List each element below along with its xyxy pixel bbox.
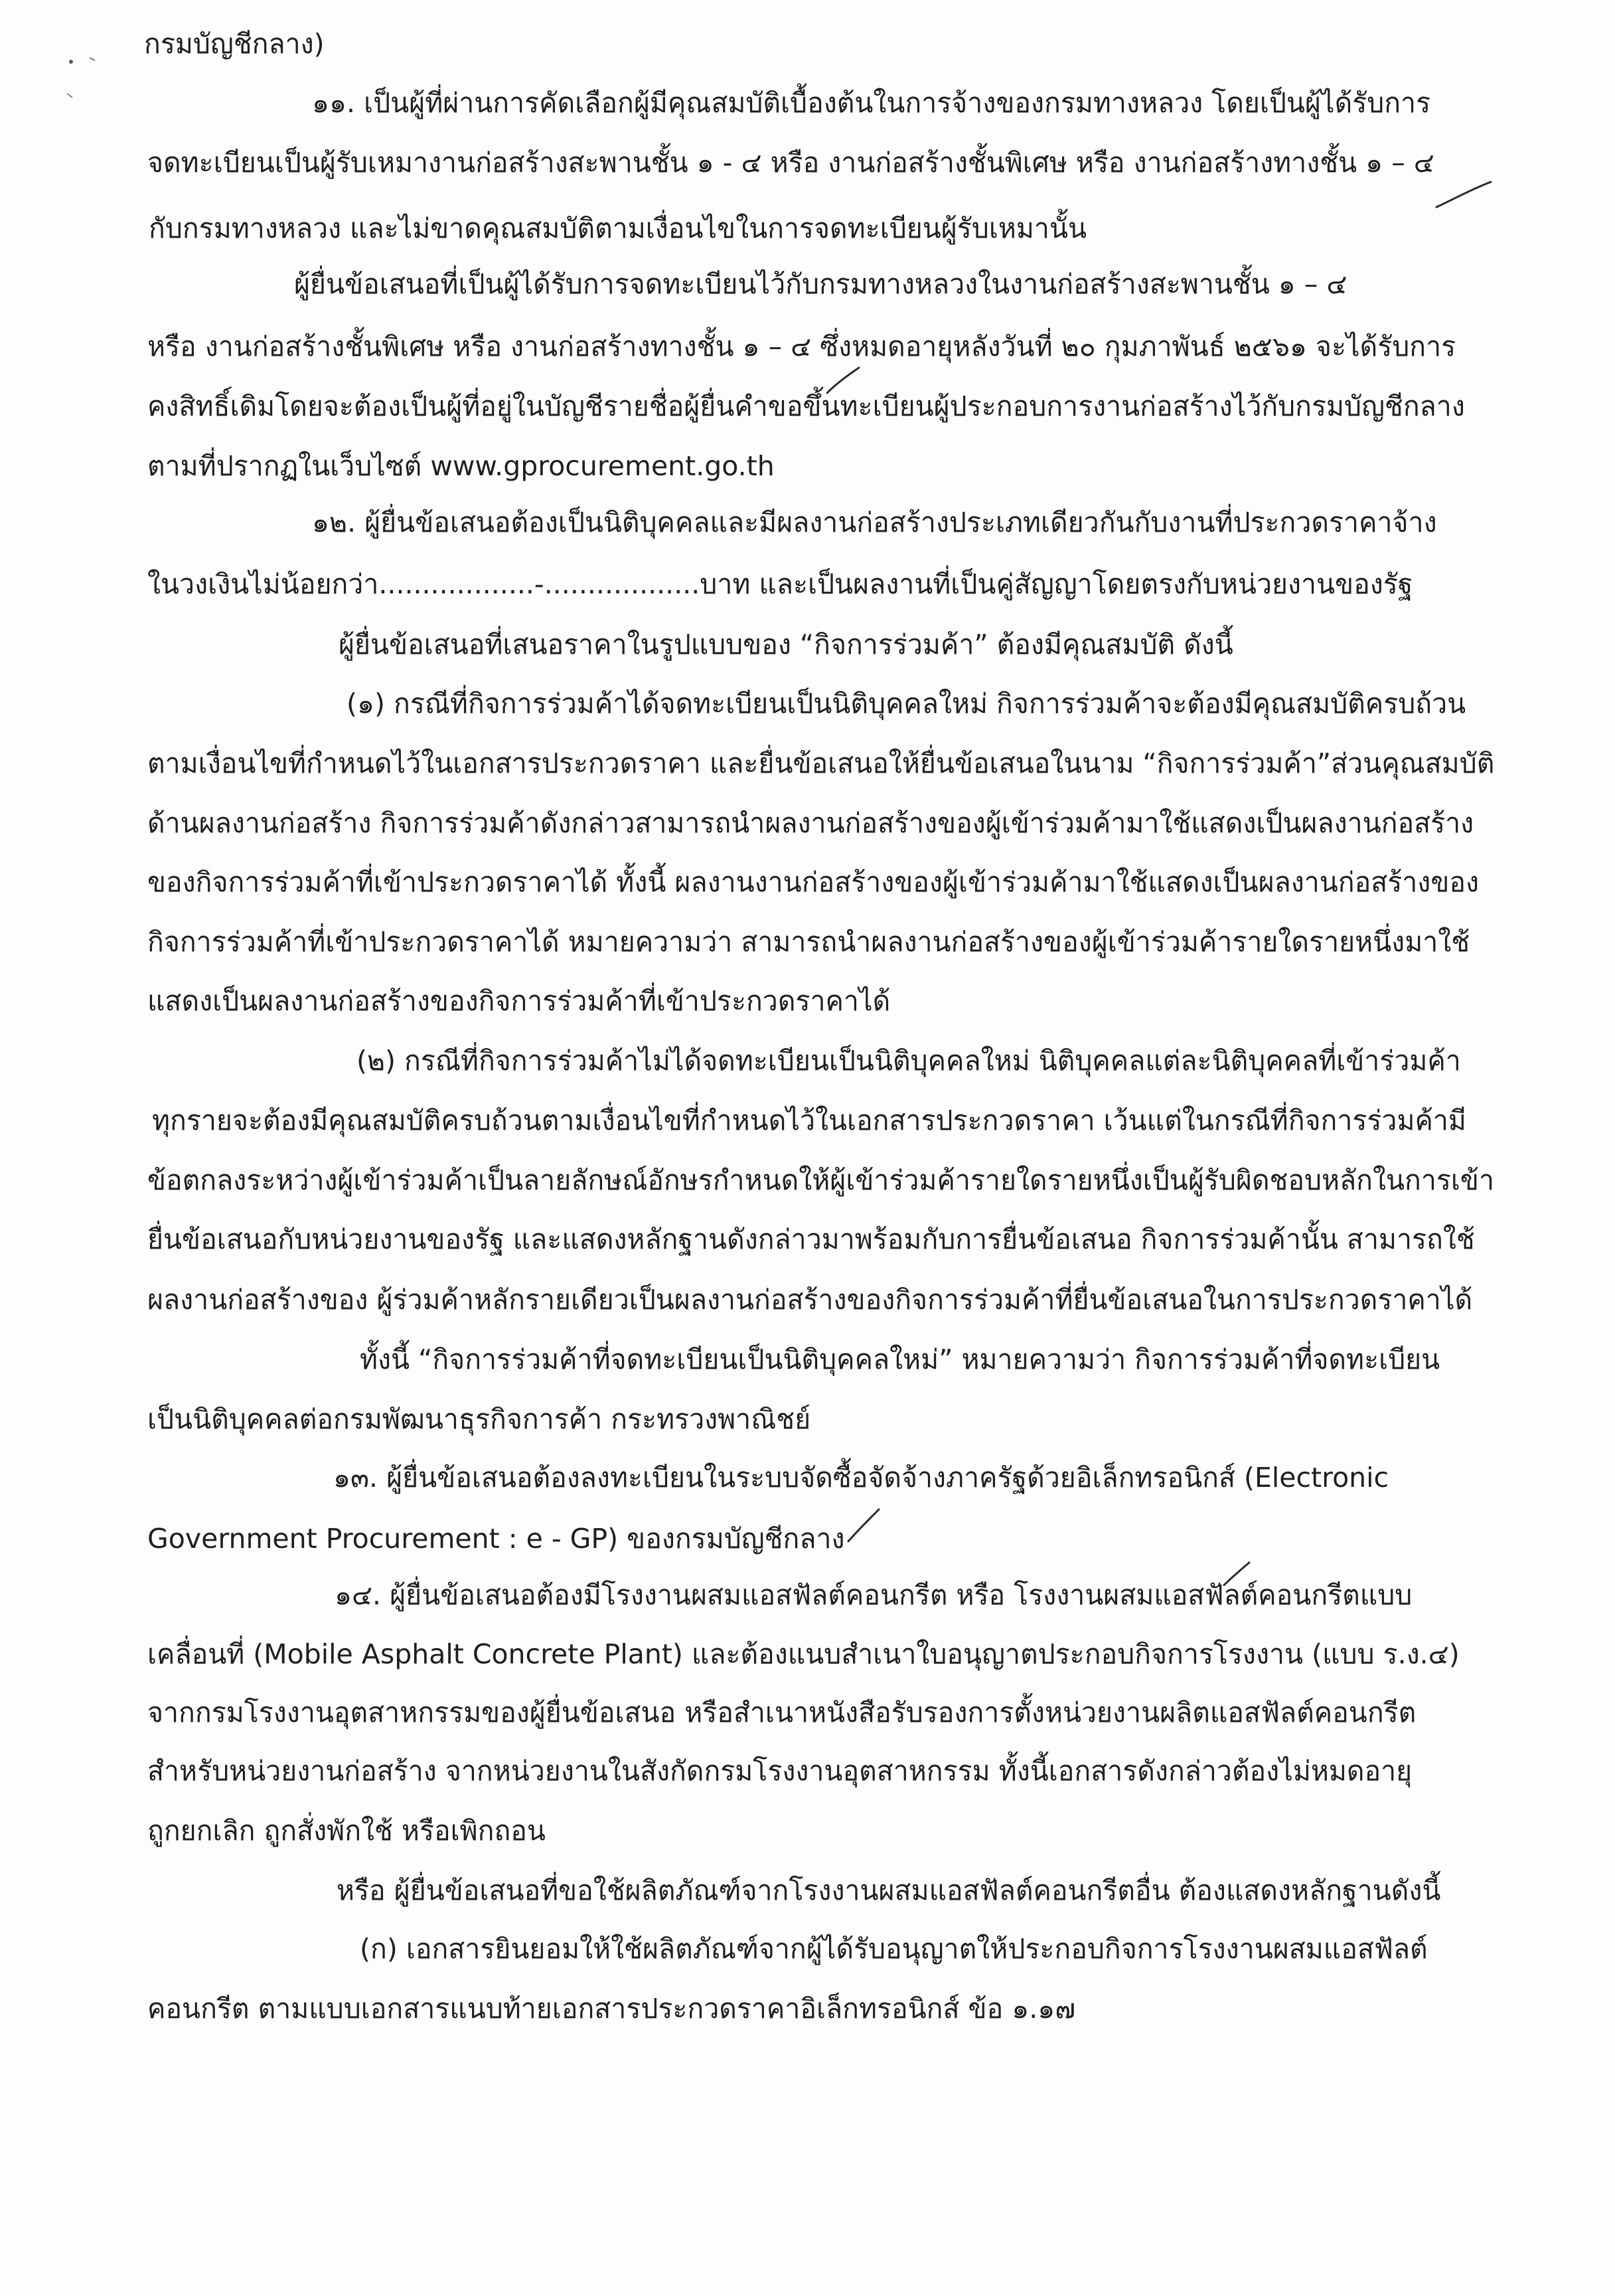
text-line-2: ๑๑. เป็นผู้ที่ผ่านการคัดเลือกผู้มีคุณสมบัติเบื้องต้นในการจ้างของกรมทางหลวง โดยเป็นผู้ได้รับการ	[312, 87, 1431, 119]
text-line-31: ถูกยกเลิก ถูกสั่งพักใช้ หรือเพิกถอน	[147, 1815, 546, 1847]
text-line-28: เคลื่อนที่ (Mobile Asphalt Concrete Plant) และต้องแนบสำเนาใบอนุญาตประกอบกิจการโรงงาน (แบบ ร.ง.๔)	[147, 1638, 1460, 1670]
handwritten-tick-mark	[843, 1505, 883, 1545]
text-line-24: เป็นนิติบุคคลต่อกรมพัฒนาธุรกิจการค้า กระทรวงพาณิชย์	[147, 1403, 811, 1435]
text-line-25: ๑๓. ผู้ยื่นข้อเสนอต้องลงทะเบียนในระบบจัดซื้อจัดจ้างภาครัฐด้วยอิเล็กทรอนิกส์ (Electronic	[333, 1462, 1389, 1493]
text-line-7: คงสิทธิ์เดิมโดยจะต้องเป็นผู้ที่อยู่ในบัญชีรายชื่อผู้ยื่นคำขอขึ้นทะเบียนผู้ประกอบการงานก่อสร้างไว้กับกรมบัญชีกลาง	[147, 390, 1465, 422]
text-line-18: (๒) กรณีที่กิจการร่วมค้าไม่ได้จดทะเบียนเป็นนิติบุคคลใหม่ นิติบุคคลแต่ละนิติบุคคลที่เข้าร่วมค้า	[356, 1045, 1461, 1077]
text-line-30: สำหรับหน่วยงานก่อสร้าง จากหน่วยงานในสังกัดกรมโรงงานอุตสาหกรรม ทั้งนี้เอกสารดังกล่าวต้องไม่หมดอายุ	[147, 1755, 1413, 1787]
text-line-16: กิจการร่วมค้าที่เข้าประกวดราคาได้ หมายความว่า สามารถนำผลงานก่อสร้างของผู้เข้าร่วมค้ารายใดรายหนึ่งมาใช้	[147, 926, 1470, 958]
handwritten-tick-mark	[1434, 178, 1494, 211]
text-line-10: ในวงเงินไม่น้อยกว่า..................-..................บาท และเป็นผลงานที่เป็นคู่สัญญาโดยตรงกับหน่วยงานของรัฐ	[147, 568, 1413, 600]
text-line-12: (๑) กรณีที่กิจการร่วมค้าได้จดทะเบียนเป็นนิติบุคคลใหม่ กิจการร่วมค้าจะต้องมีคุณสมบัติครบถ้วน	[346, 688, 1466, 720]
text-line-9: ๑๒. ผู้ยื่นข้อเสนอต้องเป็นนิติบุคคลและมีผลงานก่อสร้างประเภทเดียวกันกับงานที่ประกวดราคาจ้าง	[312, 506, 1437, 538]
handwritten-tick-mark	[823, 364, 863, 397]
text-line-6: หรือ งานก่อสร้างชั้นพิเศษ หรือ งานก่อสร้างทางชั้น ๑ – ๔ ซึ่งหมดอายุหลังวันที่ ๒๐ กุมภาพันธ์ ๒๕๖๑ จะได้รับการ	[147, 331, 1456, 362]
text-line-33: (ก) เอกสารยินยอมให้ใช้ผลิตภัณฑ์จากผู้ได้รับอนุญาตให้ประกอบกิจการโรงงานผสมแอสฟัลต์	[360, 1933, 1428, 1965]
text-line-15: ของกิจการร่วมค้าที่เข้าประกวดราคาได้ ทั้งนี้ ผลงานงานก่อสร้างของผู้เข้าร่วมค้ามาใช้แสดงเป็นผลงานก่อสร้างของ	[147, 866, 1479, 898]
handwritten-tick-mark	[1220, 1559, 1253, 1588]
text-line-4: กับกรมทางหลวง และไม่ขาดคุณสมบัติตามเงื่อนไขในการจดทะเบียนผู้รับเหมานั้น	[149, 212, 1087, 244]
text-line-1: กรมบัญชีกลาง)	[144, 28, 325, 60]
text-line-19: ทุกรายจะต้องมีคุณสมบัติครบถ้วนตามเงื่อนไขที่กำหนดไว้ในเอกสารประกวดราคา เว้นแต่ในกรณีที่กิจการร่วมค้ามี	[152, 1105, 1466, 1136]
text-line-21: ยื่นข้อเสนอกับหน่วยงานของรัฐ และแสดงหลักฐานดังกล่าวมาพร้อมกับการยื่นข้อเสนอ กิจการร่วมค้านั้น สามารถใช้	[147, 1223, 1475, 1255]
text-line-32: หรือ ผู้ยื่นข้อเสนอที่ขอใช้ผลิตภัณฑ์จากโรงงานผสมแอสฟัลต์คอนกรีตอื่น ต้องแสดงหลักฐานดังนี้	[337, 1875, 1441, 1906]
text-line-20: ข้อตกลงระหว่างผู้เข้าร่วมค้าเป็นลายลักษณ์อักษรกำหนดให้ผู้เข้าร่วมค้ารายใดรายหนึ่งเป็นผู้รับผิดชอบหลักในการเข้า	[147, 1164, 1494, 1196]
text-line-29: จากกรมโรงงานอุตสาหกรรมของผู้ยื่นข้อเสนอ หรือสำเนาหนังสือรับรองการตั้งหน่วยงานผลิตแอสฟัลต์คอนกรีต	[147, 1697, 1417, 1728]
text-line-13: ตามเงื่อนไขที่กำหนดไว้ในเอกสารประกวดราคา และยื่นข้อเสนอให้ยื่นข้อเสนอในนาม “กิจการร่วมค้า”ส่วนคุณสมบัติ	[147, 747, 1495, 779]
text-line-8: ตามที่ปรากฏในเว็บไซต์ www.gprocurement.go.th	[147, 450, 775, 482]
text-line-34: คอนกรีต ตามแบบเอกสารแนบท้ายเอกสารประกวดราคาอิเล็กทรอนิกส์ ข้อ ๑.๑๗	[147, 1993, 1076, 2025]
text-line-5: ผู้ยื่นข้อเสนอที่เป็นผู้ได้รับการจดทะเบียนไว้กับกรมทางหลวงในงานก่อสร้างสะพานชั้น ๑ – ๔	[294, 268, 1347, 300]
text-line-11: ผู้ยื่นข้อเสนอที่เสนอราคาในรูปแบบของ “กิจการร่วมค้า” ต้องมีคุณสมบัติ ดังนี้	[339, 629, 1233, 660]
text-line-27: ๑๔. ผู้ยื่นข้อเสนอต้องมีโรงงานผสมแอสฟัลต์คอนกรีต หรือ โรงงานผสมแอสฟัลต์คอนกรีตแบบ	[335, 1579, 1413, 1611]
scan-speck-mark	[63, 50, 110, 123]
text-line-17: แสดงเป็นผลงานก่อสร้างของกิจการร่วมค้าที่เข้าประกวดราคาได้	[147, 985, 891, 1017]
text-line-23: ทั้งนี้ “กิจการร่วมค้าที่จดทะเบียนเป็นนิติบุคคลใหม่” หมายความว่า กิจการร่วมค้าที่จดทะเบียน	[360, 1343, 1440, 1375]
text-line-26: Government Procurement : e - GP) ของกรมบัญชีกลาง	[147, 1523, 845, 1555]
text-line-22: ผลงานก่อสร้างของ ผู้ร่วมค้าหลักรายเดียวเป็นผลงานก่อสร้างของกิจการร่วมค้าที่ยื่นข้อเสนอในการประกวดราคาได้	[147, 1284, 1473, 1316]
text-line-3: จดทะเบียนเป็นผู้รับเหมางานก่อสร้างสะพานชั้น ๑ - ๔ หรือ งานก่อสร้างชั้นพิเศษ หรือ งานก่อสร้างทางชั้น ๑ – ๔	[147, 147, 1434, 179]
text-line-14: ด้านผลงานก่อสร้าง กิจการร่วมค้าดังกล่าวสามารถนำผลงานก่อสร้างของผู้เข้าร่วมค้ามาใช้แสดงเป็นผลงานก่อสร้าง	[147, 807, 1474, 839]
